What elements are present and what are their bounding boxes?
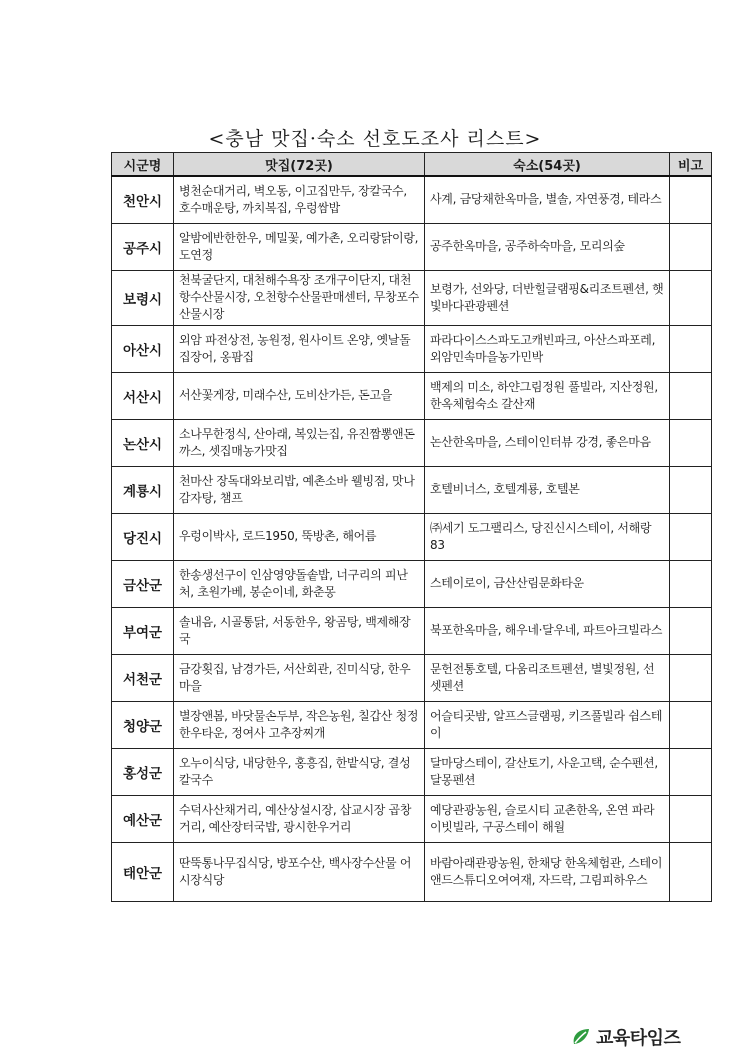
region-cell: 서산시 [112, 372, 174, 419]
note-cell [670, 176, 712, 223]
lodging-cell: 어슬티곳밤, 알프스글램핑, 키즈풀빌라 쉼스테이 [425, 701, 670, 748]
table-row [112, 325, 712, 372]
restaurants-cell: 알밤에반한한우, 메밀꽃, 예가촌, 오리랑닭이랑, 도연정 [174, 223, 425, 270]
restaurants-cell: 천북굴단지, 대천해수욕장 조개구이단지, 대천항수산물시장, 오천항수산물판매센터, 무창포수산물시장 [174, 270, 425, 325]
table-row [112, 419, 712, 466]
header-restaurants: 맛집(72곳) [174, 153, 425, 177]
lodging-cell: 문헌전통호텔, 다움리조트펜션, 별빛정원, 선셋펜션 [425, 654, 670, 701]
header-lodging: 숙소(54곳) [425, 153, 670, 177]
restaurants-cell: 오누이식당, 내당한우, 홍흥집, 한밭식당, 결성칼국수 [174, 748, 425, 795]
lodging-cell: 스테이로이, 금산산림문화타운 [425, 560, 670, 607]
note-cell [670, 795, 712, 842]
note-cell [670, 419, 712, 466]
note-cell [670, 701, 712, 748]
lodging-cell: 파라다이스스파도고캐빈파크, 아산스파포레, 외암민속마을농가민박 [425, 325, 670, 372]
leaf-swirl-icon [570, 1026, 592, 1048]
note-cell [670, 325, 712, 372]
restaurants-cell: 수덕사산채거리, 예산상설시장, 삽교시장 곱창거리, 예산장터국밥, 광시한우거리 [174, 795, 425, 842]
note-cell [670, 842, 712, 901]
table-row [112, 654, 712, 701]
restaurants-cell: 외암 파전상전, 농원정, 원사이트 온양, 옛날돌집장어, 옹팜집 [174, 325, 425, 372]
lodging-cell: 사계, 금당채한옥마을, 별솔, 자연풍경, 테라스 [425, 176, 670, 223]
lodging-cell: 공주한옥마을, 공주하숙마을, 모리의숲 [425, 223, 670, 270]
table-header-row [112, 153, 712, 177]
region-cell: 홍성군 [112, 748, 174, 795]
table-row [112, 795, 712, 842]
region-cell: 보령시 [112, 270, 174, 325]
table-row [112, 842, 712, 901]
restaurants-cell: 병천순대거리, 벽오동, 이고집만두, 장칼국수, 호수매운탕, 까치복집, 우렁쌈밥 [174, 176, 425, 223]
region-cell: 당진시 [112, 513, 174, 560]
region-cell: 금산군 [112, 560, 174, 607]
restaurants-cell: 천마산 장독대와보리밥, 예촌소바 웰빙점, 맛나감자탕, 챔프 [174, 466, 425, 513]
table-row [112, 372, 712, 419]
header-region: 시군명 [112, 153, 174, 177]
preference-survey-table [111, 152, 712, 902]
note-cell [670, 223, 712, 270]
region-cell: 부여군 [112, 607, 174, 654]
table-row [112, 701, 712, 748]
table-row [112, 466, 712, 513]
page-title: <충남 맛집·숙소 선호도조사 리스트> [208, 128, 542, 150]
note-cell [670, 270, 712, 325]
table-row [112, 223, 712, 270]
note-cell [670, 748, 712, 795]
restaurants-cell: 별장앤봄, 바닷물손두부, 작은농원, 칠갑산 청정한우타운, 정여사 고추장찌개 [174, 701, 425, 748]
lodging-cell: 호텔비너스, 호텔계룡, 호텔본 [425, 466, 670, 513]
restaurants-cell: 우렁이박사, 로드1950, 뚝방촌, 해어름 [174, 513, 425, 560]
publisher-logo [570, 1024, 680, 1050]
logo-text: 교육타임즈 [596, 1028, 681, 1049]
lodging-cell: 달마당스테이, 갈산토기, 사운고택, 순수펜션, 달몽펜션 [425, 748, 670, 795]
region-cell: 계룡시 [112, 466, 174, 513]
table-row [112, 560, 712, 607]
note-cell [670, 466, 712, 513]
restaurants-cell: 소나무한정식, 산아래, 복있는집, 유진짬뽕앤돈까스, 셋집매농가맛집 [174, 419, 425, 466]
lodging-cell: 바람아래관광농원, 한채당 한옥체험관, 스테이앤드스튜디오여여재, 자드락, 그림피하우스 [425, 842, 670, 901]
lodging-cell: 예당관광농원, 슬로시티 교촌한옥, 온연 파라이빗빌라, 구공스테이 해월 [425, 795, 670, 842]
note-cell [670, 560, 712, 607]
note-cell [670, 607, 712, 654]
restaurants-cell: 서산꽃게장, 미래수산, 도비산가든, 돈고을 [174, 372, 425, 419]
table-row [112, 748, 712, 795]
region-cell: 예산군 [112, 795, 174, 842]
table-row [112, 176, 712, 223]
note-cell [670, 513, 712, 560]
restaurants-cell: 금강횟집, 남경가든, 서산회관, 진미식당, 한우마을 [174, 654, 425, 701]
lodging-cell: 보령가, 선와당, 더반힐글램핑&리조트펜션, 햇빛바다관광펜션 [425, 270, 670, 325]
table-row [112, 513, 712, 560]
note-cell [670, 372, 712, 419]
region-cell: 공주시 [112, 223, 174, 270]
lodging-cell: ㈜세기 도그팰리스, 당진신시스테이, 서해랑83 [425, 513, 670, 560]
region-cell: 천안시 [112, 176, 174, 223]
region-cell: 청양군 [112, 701, 174, 748]
region-cell: 논산시 [112, 419, 174, 466]
region-cell: 서천군 [112, 654, 174, 701]
table-row [112, 270, 712, 325]
header-note: 비고 [670, 153, 712, 177]
lodging-cell: 논산한옥마을, 스테이인터뷰 강경, 좋은마음 [425, 419, 670, 466]
region-cell: 아산시 [112, 325, 174, 372]
restaurants-cell: 한송생선구이 인삼영양돌솥밥, 너구리의 피난처, 초원가베, 봉순이네, 화춘몽 [174, 560, 425, 607]
lodging-cell: 백제의 미소, 하얀그림정원 풀빌라, 지산정원, 한옥체험숙소 갈산재 [425, 372, 670, 419]
table-row [112, 607, 712, 654]
restaurants-cell: 딴뚝통나무집식당, 방포수산, 백사장수산물 어시장식당 [174, 842, 425, 901]
restaurants-cell: 솔내음, 시골통닭, 서동한우, 왕곰탕, 백제해장국 [174, 607, 425, 654]
lodging-cell: 북포한옥마을, 해우네·달우네, 파트아크빌라스 [425, 607, 670, 654]
note-cell [670, 654, 712, 701]
region-cell: 태안군 [112, 842, 174, 901]
